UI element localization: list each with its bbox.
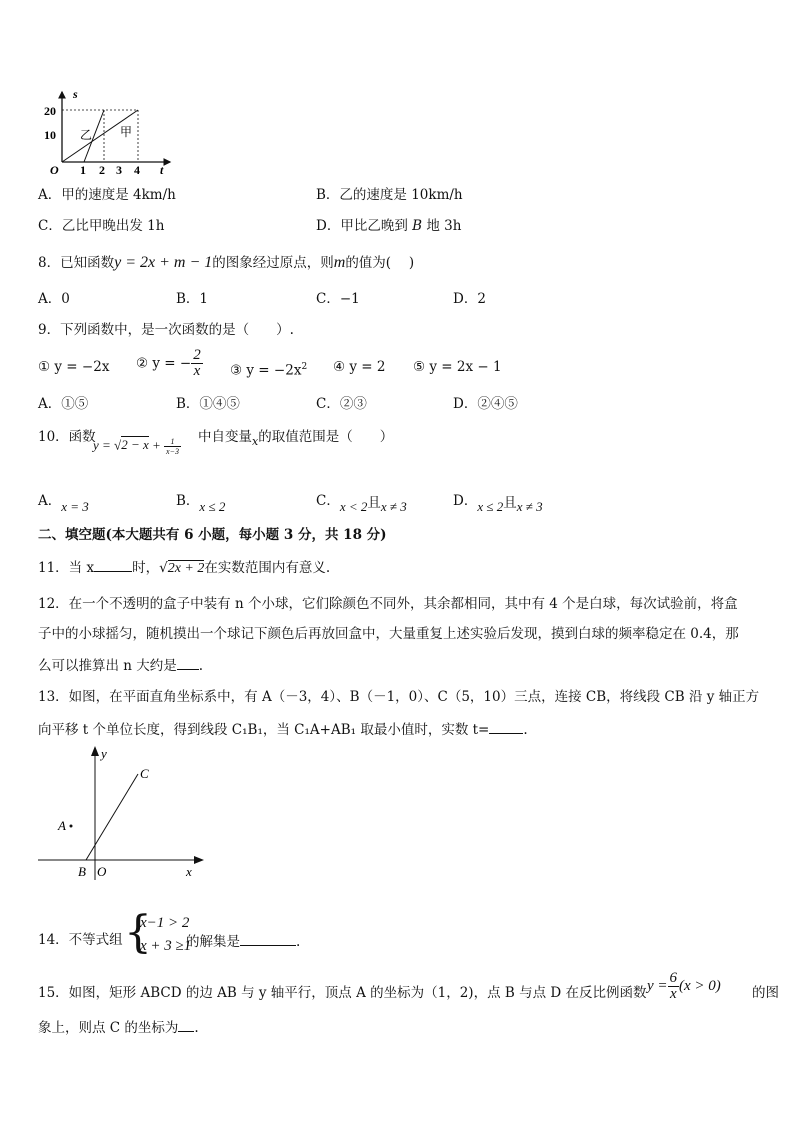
fig-point-a: A xyxy=(58,818,66,833)
fig-origin: O xyxy=(97,864,107,879)
q10-pre: 10．函数 xyxy=(38,429,96,445)
q10-option-d-and: 且 xyxy=(503,495,517,511)
q15-f-cond: (x > 0) xyxy=(679,978,721,994)
q9-option-c: C．②③ xyxy=(316,396,367,412)
q15-period: . xyxy=(194,1020,199,1036)
q14-post-wrap xyxy=(186,931,300,951)
q12-line-1: 12．在一个不透明的盒子中装有 n 个小球，它们除颜色不同外，其余都相同，其中有 4 个是白球，每次试验前，将盒 xyxy=(38,596,738,612)
q10-var: x xyxy=(252,435,259,448)
q11-answer-blank[interactable] xyxy=(94,557,132,572)
graph-ytick-20: 20 xyxy=(44,104,56,118)
q12-period: . xyxy=(198,658,204,674)
q7-distance-time-graph xyxy=(40,86,175,176)
q10-formula xyxy=(93,437,181,456)
q11-radicand: 2x + 2 xyxy=(167,561,205,576)
q13-line-2 xyxy=(38,719,528,739)
q10-option-d-math1: x ≤ 2 xyxy=(477,499,504,514)
graph-ytick-10: 10 xyxy=(44,128,56,142)
graph-xtick-3: 3 xyxy=(116,163,122,176)
graph-xtick-2: 2 xyxy=(99,163,105,176)
q10-option-c-math2: x ≠ 3 xyxy=(380,499,407,514)
q10-option-d-label: D． xyxy=(453,493,478,509)
q8-option-d: D．2 xyxy=(453,291,486,307)
q10-option-b-math: x ≤ 2 xyxy=(199,499,226,514)
q9-item-4: ④ y = 2 xyxy=(333,359,386,375)
q15-line-2-text: 象上，则点 C 的坐标为 xyxy=(38,1020,179,1036)
q8-post: 的值为( ) xyxy=(345,255,415,271)
q10-option-b xyxy=(176,492,226,514)
q15-line-2 xyxy=(38,1017,199,1037)
graph-line-jia: 甲 xyxy=(120,125,133,139)
q12-line-3-text: 么可以推算出 n 大约是 xyxy=(38,658,177,674)
q7-option-c: C．乙比甲晚出发 1h xyxy=(38,218,165,234)
q9-item-1: ① y = −2x xyxy=(38,359,110,375)
q7-option-a: A．甲的速度是 4km/h xyxy=(38,187,176,203)
q11-stem xyxy=(38,557,330,578)
q14-brace: { xyxy=(124,907,152,958)
q12-answer-blank[interactable] xyxy=(177,655,199,670)
graph-t-label: t xyxy=(160,163,164,176)
q10-option-b-label: B． xyxy=(176,493,200,509)
q9-item-3 xyxy=(230,358,307,380)
q10-formula-radicand: 2 − x xyxy=(121,437,149,453)
q8-option-b: B．1 xyxy=(176,291,209,307)
q10-formula-pre: y = √ xyxy=(93,437,122,453)
q9-option-a: A．①⑤ xyxy=(38,396,89,412)
q8-var: m xyxy=(333,254,346,271)
q9-item-2-den: x xyxy=(193,363,201,379)
graph-xtick-4: 4 xyxy=(134,163,140,176)
q15-f-den: x xyxy=(669,986,677,1002)
q9-item-2 xyxy=(136,348,203,379)
q10-option-c-and: 且 xyxy=(367,495,381,511)
q10-option-c-math1: x < 2 xyxy=(339,499,368,514)
q7-option-d-post: 地 3h xyxy=(422,218,462,234)
q9-item-3-sup: 2 xyxy=(301,362,308,372)
q9-option-d: D．②④⑤ xyxy=(453,396,518,412)
q10-formula-plus: + xyxy=(148,437,165,453)
q7-option-b: B．乙的速度是 10km/h xyxy=(316,187,463,203)
q12-line-2: 子中的小球摇匀，随机摸出一个球记下颜色后再放回盒中，大量重复上述实验后发现，摸到白球的频率稳定在 0.4，那 xyxy=(38,626,739,642)
q9-item-2-fraction xyxy=(191,348,203,379)
section-2-title: 二、填空题(本大题共有 6 小题，每小题 3 分，共 18 分) xyxy=(38,527,387,543)
graph-s-label: s xyxy=(73,87,78,101)
graph-line-yi: 乙 xyxy=(80,128,93,142)
q10-formula-den: x−3 xyxy=(166,447,179,456)
q11-sqrt-sign: √ xyxy=(159,560,168,576)
q7-option-d xyxy=(316,217,461,235)
q14-period: . xyxy=(296,934,301,950)
q10-mid-text: 中自变量 xyxy=(198,429,252,445)
q10-option-c-label: C． xyxy=(316,493,340,509)
q8-mid: 的图象经过原点，则 xyxy=(212,255,334,271)
fig-point-b: B xyxy=(78,864,86,879)
q11-pre: 11．当 x xyxy=(38,560,95,576)
q9-stem: 9．下列函数中，是一次函数的是（ ）. xyxy=(38,322,294,338)
q8-option-c: C．−1 xyxy=(316,291,360,307)
q12-line-3 xyxy=(38,655,203,675)
q9-item-5: ⑤ y = 2x − 1 xyxy=(413,359,502,375)
q15-fraction xyxy=(668,971,680,1002)
q9-item-2-num: 2 xyxy=(193,347,201,363)
q14-post: 的解集是 xyxy=(186,934,240,950)
q11-mid: 时， xyxy=(132,560,160,576)
q14-row-2: x + 3 ≥1 xyxy=(140,938,192,954)
q15-answer-blank[interactable] xyxy=(178,1017,194,1032)
graph-origin: O xyxy=(50,163,59,176)
graph-xtick-1: 1 xyxy=(80,163,86,176)
q9-item-2-pre: ② y = − xyxy=(136,355,192,372)
q15-function xyxy=(647,971,721,1002)
q14-row-1: x−1 > 2 xyxy=(140,915,190,931)
fig-x-label: x xyxy=(186,864,192,879)
q10-formula-fraction xyxy=(164,437,181,456)
q10-formula-num: 1 xyxy=(164,437,181,447)
q15-pre: 15．如图，矩形 ABCD 的边 AB 与 y 轴平行，顶点 A 的坐标为（1，2)，点 B 与点 D 在反比例函数 xyxy=(38,985,647,1001)
q11-post: 在实数范围内有意义. xyxy=(204,560,331,576)
q10-mid xyxy=(198,428,393,451)
q10-option-a-math: x = 3 xyxy=(61,499,89,514)
q14-pre: 14．不等式组 xyxy=(38,932,123,948)
q8-pre: 8．已知函数 xyxy=(38,255,115,271)
q10-option-c xyxy=(316,492,407,514)
q10-post: 的取值范围是（ ） xyxy=(258,429,394,445)
q13-line-2-text: 向平移 t 个单位长度，得到线段 C₁B₁，当 C₁A+AB₁ 取最小值时，实数 t= xyxy=(38,722,490,738)
q10-option-a-label: A． xyxy=(38,493,62,509)
q7-option-d-pre: D．甲比乙晚到 xyxy=(316,218,413,234)
q9-option-b: B．①④⑤ xyxy=(176,396,240,412)
q10-option-a xyxy=(38,492,89,514)
q8-option-a: A．0 xyxy=(38,291,70,307)
q8-formula: y = 2x + m − 1 xyxy=(114,254,213,271)
fig-point-c: C xyxy=(140,766,149,781)
q15-f-y: y = xyxy=(647,978,668,994)
q9-item-3-base: ③ y = −2x xyxy=(230,362,302,379)
q15-f-num: 6 xyxy=(669,970,678,986)
q13-answer-blank[interactable] xyxy=(489,719,523,734)
q15-line-1 xyxy=(38,984,646,1002)
q8-stem xyxy=(38,254,414,272)
q15-post: 的图 xyxy=(752,985,779,1001)
fig-y-label: y xyxy=(101,746,107,761)
q13-period: . xyxy=(523,722,528,738)
q10-option-d-math2: x ≠ 3 xyxy=(516,499,543,514)
q13-coordinate-figure xyxy=(36,742,206,882)
q10-option-d xyxy=(453,492,543,514)
q13-line-1: 13．如图，在平面直角坐标系中，有 A（－3，4）、B（－1，0）、C（5，10）三点，连接 CB，将线段 CB 沿 y 轴正方 xyxy=(38,689,760,705)
q14-answer-blank[interactable] xyxy=(240,931,296,946)
q7-option-d-var: B xyxy=(412,218,423,234)
